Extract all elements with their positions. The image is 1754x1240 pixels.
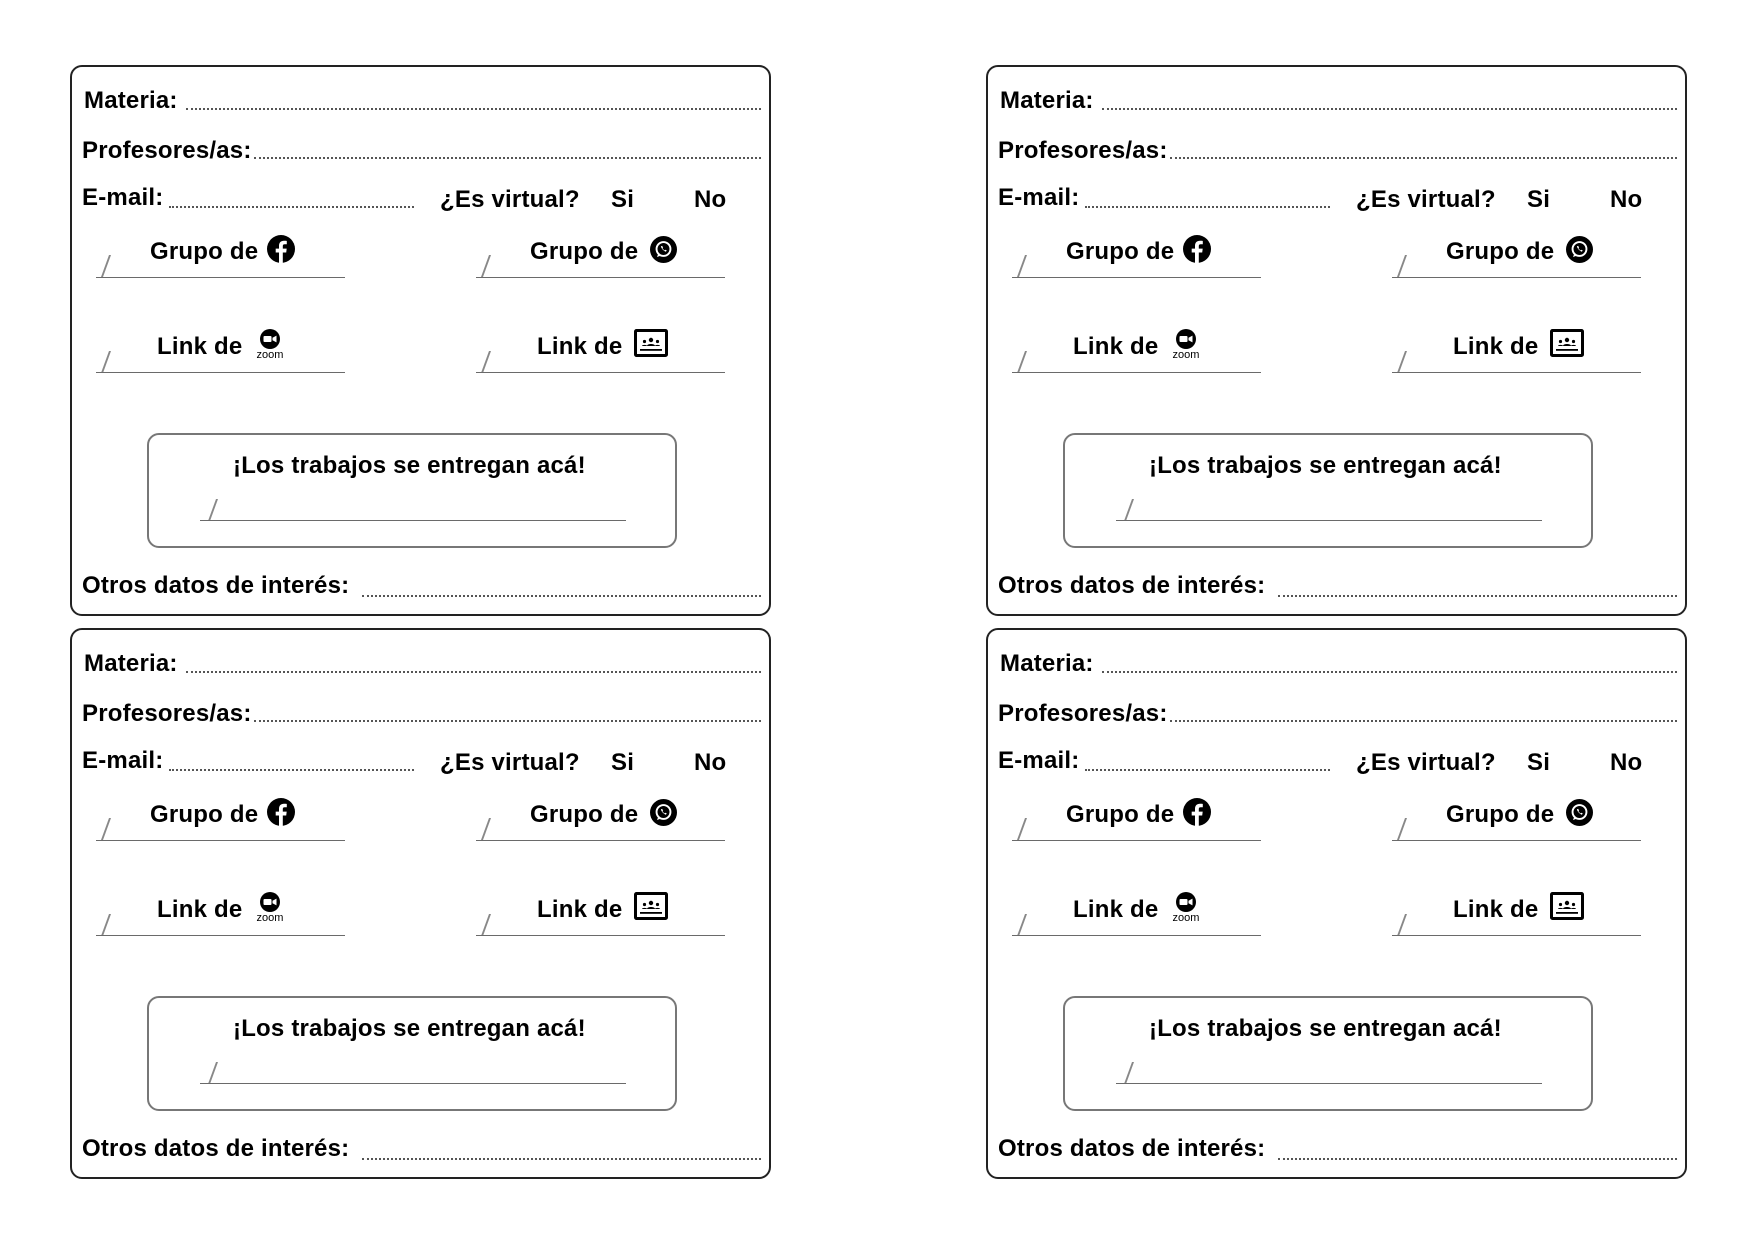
materia-label: Materia:	[84, 87, 178, 114]
materia-field[interactable]	[186, 671, 761, 673]
zoom-icon	[1166, 892, 1208, 922]
facebook-slash	[101, 818, 111, 840]
profesores-label: Profesores/as:	[998, 700, 1168, 727]
grupo-whatsapp-label: Grupo de	[1446, 238, 1555, 265]
materia-field[interactable]	[1102, 108, 1677, 110]
zoom-link-field[interactable]	[1012, 935, 1261, 936]
entregas-box	[147, 433, 677, 548]
whatsapp-icon	[1566, 799, 1593, 826]
svg-text:zoom: zoom	[1172, 349, 1200, 359]
email-field[interactable]	[169, 769, 414, 771]
virtual-no-option[interactable]: No	[1610, 749, 1643, 776]
zoom-slash	[101, 351, 111, 373]
materia-label: Materia:	[84, 650, 178, 677]
google-classroom-icon	[634, 329, 668, 357]
email-field[interactable]	[1085, 206, 1330, 208]
profesores-label: Profesores/as:	[82, 137, 252, 164]
facebook-icon	[267, 235, 295, 263]
otros-field[interactable]	[1278, 595, 1677, 597]
whatsapp-icon	[650, 799, 677, 826]
link-classroom-label: Link de	[1453, 896, 1539, 923]
email-label: E-mail:	[82, 747, 164, 774]
email-label: E-mail:	[998, 184, 1080, 211]
entregas-link-field[interactable]	[200, 1083, 626, 1084]
link-zoom-label: Link de	[157, 333, 243, 360]
profesores-label: Profesores/as:	[82, 700, 252, 727]
classroom-slash	[1397, 351, 1407, 373]
google-classroom-icon	[1550, 892, 1584, 920]
entregas-box	[1063, 433, 1593, 548]
facebook-slash	[1017, 255, 1027, 277]
email-label: E-mail:	[82, 184, 164, 211]
zoom-icon	[250, 329, 292, 359]
zoom-link-field[interactable]	[1012, 372, 1261, 373]
svg-text:zoom: zoom	[1172, 912, 1200, 922]
whatsapp-slash	[1397, 255, 1407, 277]
profesores-field[interactable]	[254, 157, 761, 159]
virtual-no-option[interactable]: No	[694, 186, 727, 213]
entregas-box	[1063, 996, 1593, 1111]
profesores-field[interactable]	[1170, 720, 1677, 722]
classroom-slash	[481, 351, 491, 373]
svg-text:zoom: zoom	[256, 349, 284, 359]
facebook-link-field[interactable]	[96, 840, 345, 841]
classroom-link-field[interactable]	[476, 935, 725, 936]
email-field[interactable]	[169, 206, 414, 208]
whatsapp-icon	[1566, 236, 1593, 263]
facebook-slash	[101, 255, 111, 277]
entregas-link-field[interactable]	[1116, 520, 1542, 521]
virtual-question: ¿Es virtual?	[1356, 186, 1496, 213]
svg-text:zoom: zoom	[256, 912, 284, 922]
virtual-question: ¿Es virtual?	[440, 186, 580, 213]
entregas-label: ¡Los trabajos se entregan acá!	[1149, 452, 1502, 479]
info-card-1	[70, 65, 771, 616]
facebook-icon	[1183, 235, 1211, 263]
facebook-icon	[1183, 798, 1211, 826]
entregas-slash	[208, 1062, 218, 1084]
facebook-icon	[267, 798, 295, 826]
facebook-link-field[interactable]	[1012, 840, 1261, 841]
zoom-slash	[1017, 914, 1027, 936]
entregas-label: ¡Los trabajos se entregan acá!	[233, 452, 586, 479]
virtual-question: ¿Es virtual?	[1356, 749, 1496, 776]
zoom-link-field[interactable]	[96, 935, 345, 936]
virtual-question: ¿Es virtual?	[440, 749, 580, 776]
whatsapp-link-field[interactable]	[1392, 840, 1641, 841]
whatsapp-icon	[650, 236, 677, 263]
classroom-slash	[481, 914, 491, 936]
grupo-facebook-label: Grupo de	[1066, 238, 1175, 265]
virtual-no-option[interactable]: No	[1610, 186, 1643, 213]
info-card-3	[70, 628, 771, 1179]
info-card-2	[986, 65, 1687, 616]
zoom-icon	[250, 892, 292, 922]
facebook-link-field[interactable]	[96, 277, 345, 278]
virtual-si-option[interactable]: Si	[611, 749, 635, 776]
grupo-whatsapp-label: Grupo de	[530, 238, 639, 265]
link-zoom-label: Link de	[1073, 333, 1159, 360]
whatsapp-slash	[1397, 818, 1407, 840]
whatsapp-slash	[481, 255, 491, 277]
classroom-link-field[interactable]	[476, 372, 725, 373]
entregas-label: ¡Los trabajos se entregan acá!	[1149, 1015, 1502, 1042]
classroom-slash	[1397, 914, 1407, 936]
classroom-link-field[interactable]	[1392, 935, 1641, 936]
otros-label: Otros datos de interés:	[998, 1135, 1266, 1162]
otros-field[interactable]	[362, 1158, 761, 1160]
info-card-4	[986, 628, 1687, 1179]
grupo-facebook-label: Grupo de	[150, 801, 259, 828]
link-classroom-label: Link de	[537, 333, 623, 360]
grupo-whatsapp-label: Grupo de	[1446, 801, 1555, 828]
link-zoom-label: Link de	[1073, 896, 1159, 923]
grupo-facebook-label: Grupo de	[1066, 801, 1175, 828]
materia-label: Materia:	[1000, 87, 1094, 114]
whatsapp-link-field[interactable]	[476, 277, 725, 278]
entregas-link-field[interactable]	[200, 520, 626, 521]
zoom-slash	[1017, 351, 1027, 373]
grupo-facebook-label: Grupo de	[150, 238, 259, 265]
otros-label: Otros datos de interés:	[82, 572, 350, 599]
entregas-link-field[interactable]	[1116, 1083, 1542, 1084]
grupo-whatsapp-label: Grupo de	[530, 801, 639, 828]
email-field[interactable]	[1085, 769, 1330, 771]
profesores-label: Profesores/as:	[998, 137, 1168, 164]
otros-field[interactable]	[362, 595, 761, 597]
email-label: E-mail:	[998, 747, 1080, 774]
virtual-si-option[interactable]: Si	[1527, 749, 1551, 776]
classroom-link-field[interactable]	[1392, 372, 1641, 373]
entregas-slash	[208, 499, 218, 521]
virtual-si-option[interactable]: Si	[1527, 186, 1551, 213]
google-classroom-icon	[1550, 329, 1584, 357]
virtual-no-option[interactable]: No	[694, 749, 727, 776]
whatsapp-link-field[interactable]	[476, 840, 725, 841]
zoom-slash	[101, 914, 111, 936]
google-classroom-icon	[634, 892, 668, 920]
entregas-slash	[1124, 1062, 1134, 1084]
whatsapp-slash	[481, 818, 491, 840]
virtual-si-option[interactable]: Si	[611, 186, 635, 213]
materia-label: Materia:	[1000, 650, 1094, 677]
link-classroom-label: Link de	[1453, 333, 1539, 360]
link-zoom-label: Link de	[157, 896, 243, 923]
link-classroom-label: Link de	[537, 896, 623, 923]
otros-label: Otros datos de interés:	[82, 1135, 350, 1162]
materia-field[interactable]	[186, 108, 761, 110]
zoom-link-field[interactable]	[96, 372, 345, 373]
otros-field[interactable]	[1278, 1158, 1677, 1160]
facebook-link-field[interactable]	[1012, 277, 1261, 278]
profesores-field[interactable]	[254, 720, 761, 722]
facebook-slash	[1017, 818, 1027, 840]
profesores-field[interactable]	[1170, 157, 1677, 159]
materia-field[interactable]	[1102, 671, 1677, 673]
otros-label: Otros datos de interés:	[998, 572, 1266, 599]
zoom-icon	[1166, 329, 1208, 359]
entregas-box	[147, 996, 677, 1111]
entregas-label: ¡Los trabajos se entregan acá!	[233, 1015, 586, 1042]
whatsapp-link-field[interactable]	[1392, 277, 1641, 278]
entregas-slash	[1124, 499, 1134, 521]
